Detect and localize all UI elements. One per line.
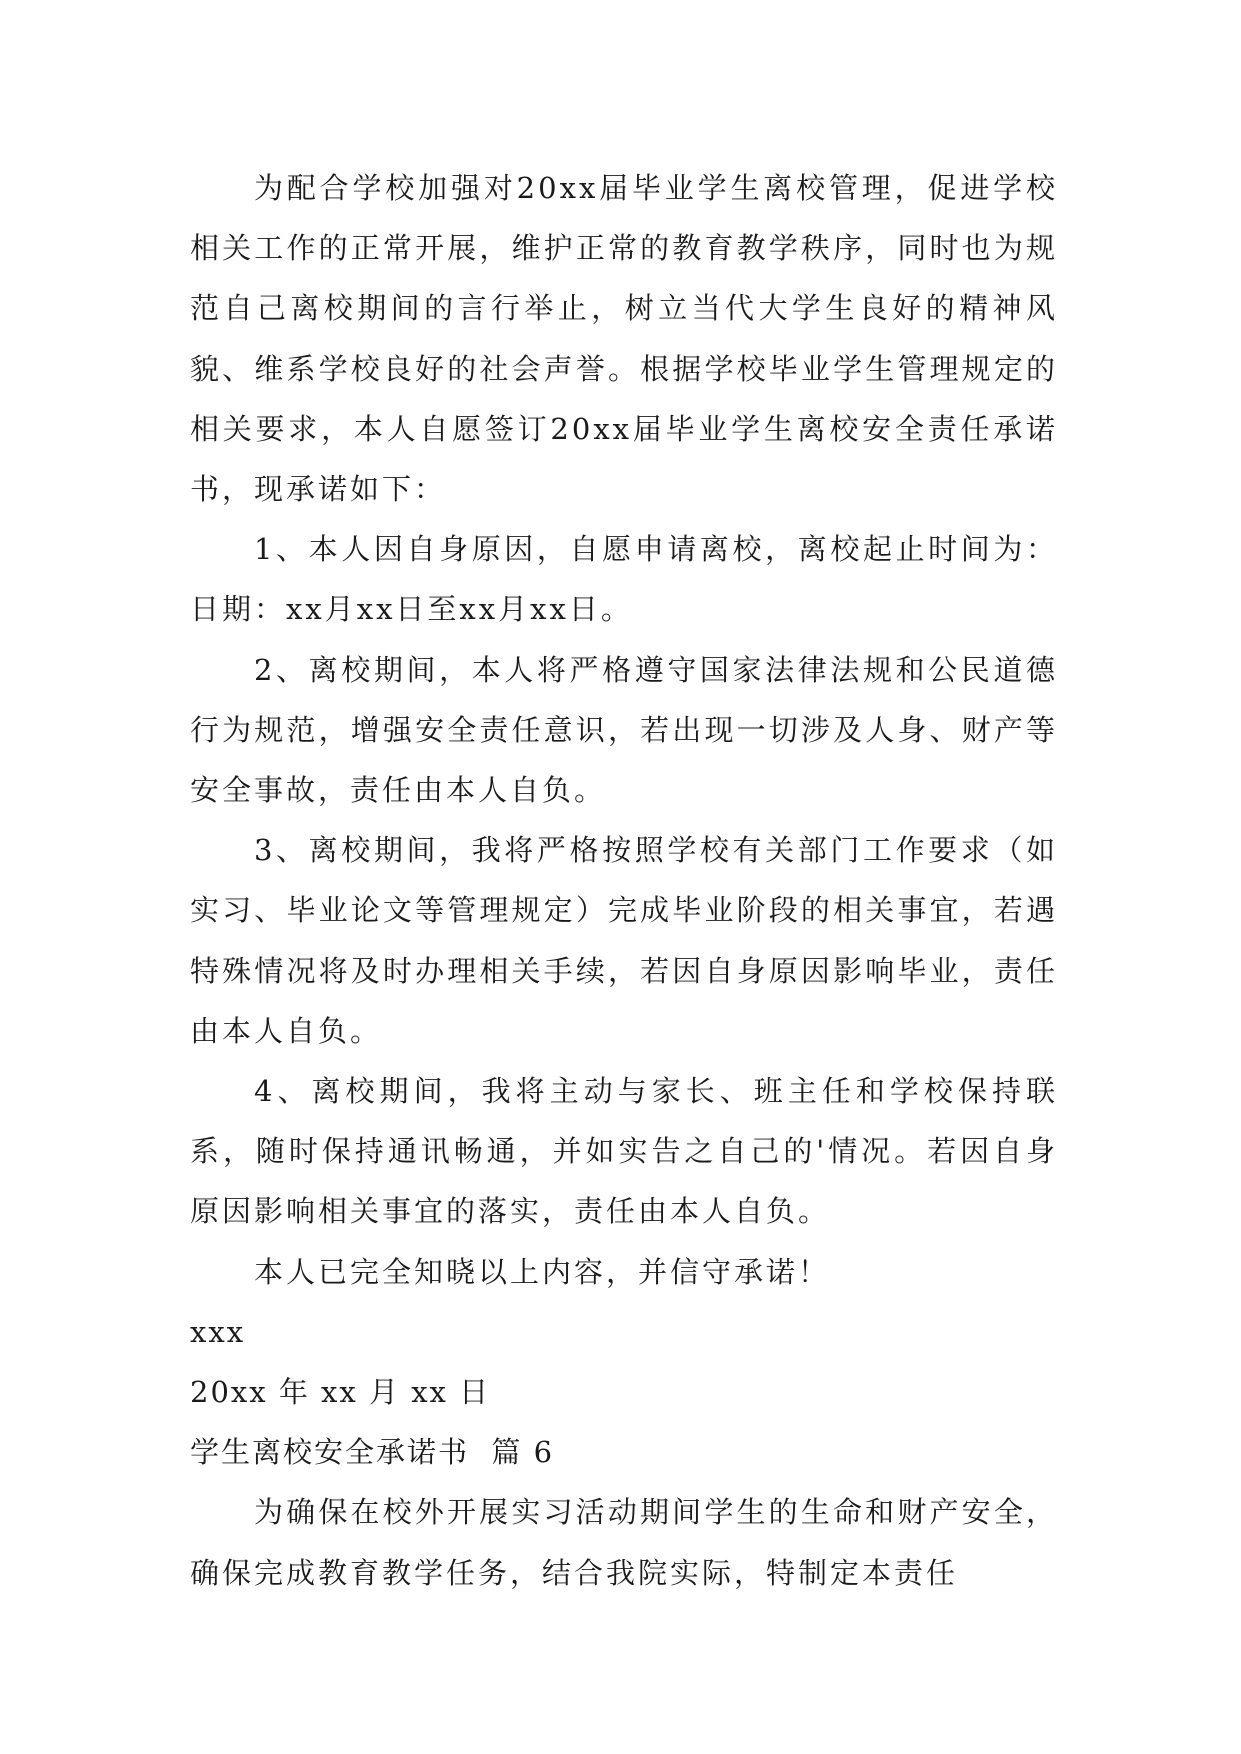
signature-line: xxx	[190, 1314, 246, 1349]
clause-1-paragraph: 1、本人因自身原因，自愿申请离校，离校起止时间为：日期：xx月xx日至xx月xx日。	[190, 532, 1058, 627]
document-body	[190, 158, 1058, 1603]
intro-paragraph: 为配合学校加强对20xx届毕业学生离校管理，促进学校相关工作的正常开展，维护正常的教育教学秩序，同时也为规范自己离校期间的言行举止，树立当代大学生良好的精神风貌、维系学校良好的社会声誉。根据学校毕业学生管理规定的相关要求，本人自愿签订20xx届毕业学生离校安全责任承诺书，现承诺如下：	[190, 171, 1058, 507]
acknowledgement-paragraph: 本人已完全知晓以上内容，并信守承诺！	[254, 1254, 831, 1289]
date-line: 20xx 年 xx 月 xx 日	[190, 1375, 491, 1410]
clause-4-paragraph: 4、离校期间，我将主动与家长、班主任和学校保持联系，随时保持通讯畅通，并如实告之自己的'情况。若因自身原因影响相关事宜的落实，责任由本人自负。	[190, 1074, 1058, 1229]
next-section-paragraph: 为确保在校外开展实习活动期间学生的生命和财产安全，确保完成教育教学任务，结合我院实际，特制定本责任	[190, 1495, 1058, 1590]
section-title: 学生离校安全承诺书 篇 6	[190, 1435, 555, 1470]
clause-2-paragraph: 2、离校期间，本人将严格遵守国家法律法规和公民道德行为规范，增强安全责任意识，若出现一切涉及人身、财产等安全事故，责任由本人自负。	[190, 652, 1058, 808]
clause-3-paragraph: 3、离校期间，我将严格按照学校有关部门工作要求（如实习、毕业论文等管理规定）完成毕业阶段的相关事宜，若遇特殊情况将及时办理相关手续，若因自身原因影响毕业，责任由本人自负。	[190, 833, 1058, 1048]
